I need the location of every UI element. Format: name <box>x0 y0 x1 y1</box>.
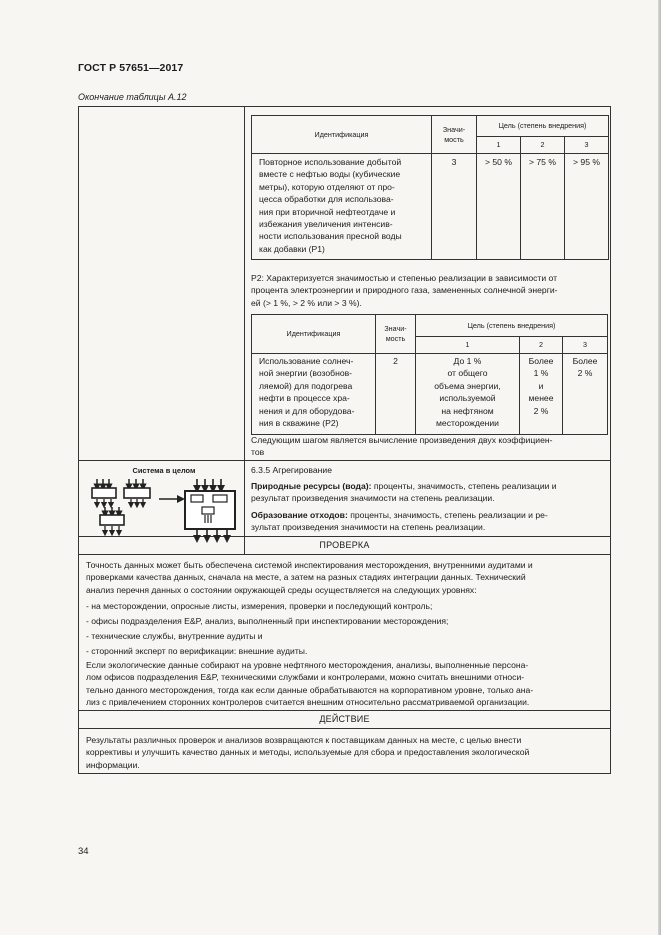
text-line: проверками качества данных, сначала на месте, а затем на разных стадиях интеграции данных. Технический <box>86 572 526 583</box>
page-number: 34 <box>78 846 89 857</box>
next-step-paragraph <box>251 434 607 459</box>
check-title: ПРОВЕРКА <box>319 540 370 550</box>
col-significance <box>432 116 477 154</box>
system-diagram <box>81 477 241 547</box>
text-line: месторождении <box>436 418 499 429</box>
target-value: > 75 % <box>521 154 565 260</box>
document-header: ГОСТ Р 57651—2017 <box>78 62 184 74</box>
text-line: цесса обработки для использова- <box>259 194 394 205</box>
target-value: > 50 % <box>477 154 521 260</box>
level-1: 1 <box>416 337 520 354</box>
waste-label: Образование отходов: <box>251 510 348 520</box>
text-line: ния в скважине (Р2) <box>259 418 339 429</box>
text-line: ной энергии (возобнов- <box>259 368 353 379</box>
text-line: тельно данного месторождения, тогда как если данные обрабатываются на корпоративном уровне, только ана- <box>86 684 534 695</box>
text-line: ния при вторичной нефтеотдаче и <box>259 206 396 217</box>
row-divider <box>79 554 610 555</box>
aggregation-heading: 6.3.5 Агрегирование <box>251 465 332 475</box>
text-line: результат произведения значимости на степень реализации. <box>251 493 495 504</box>
subsystem-box <box>124 479 150 505</box>
text-line: нефти в процессе хра- <box>259 393 350 404</box>
text-line: объема энергии, <box>434 380 501 391</box>
text-line: Точность данных может быть обеспечена системой инспектирования месторождения, внутренними аудитами и <box>86 560 533 570</box>
text-line: До 1 % <box>453 356 482 366</box>
level-3: 3 <box>563 337 608 354</box>
col-significance <box>376 315 416 354</box>
text-line: процента электроэнергии и природного газа, замененных солнечной энерги- <box>251 285 558 296</box>
text-line: тов <box>251 447 265 458</box>
list-item: - на месторождении, опросные листы, измерения, проверки и последующий контроль; <box>86 601 433 611</box>
target-value-2 <box>520 354 563 435</box>
significance-value: 3 <box>432 154 477 260</box>
text-line: Более <box>528 356 554 366</box>
text-line: 2 % <box>533 405 549 416</box>
text-line: ляемой) для подогрева <box>259 380 353 391</box>
level-3: 3 <box>565 137 609 154</box>
text-line: ей (> 1 %, > 2 % или > 3 %). <box>251 297 362 308</box>
text-line: анализ перечня данных о состоянии окружающей среды осуществляется на следующих уровнях: <box>86 584 477 595</box>
significance-line-1: Значи- <box>384 324 407 333</box>
check-intro <box>86 559 604 596</box>
indicator-table-p2 <box>251 314 608 435</box>
row-identification-p1 <box>252 154 432 260</box>
text-line: зультат произведения значимости на степень реализации. <box>251 522 486 533</box>
text-line: Повторное использование добытой <box>259 157 402 167</box>
list-item: - технические службы, внутренние аудиты и <box>86 631 263 641</box>
target-value-1 <box>416 354 520 435</box>
action-title: ДЕЙСТВИЕ <box>319 714 370 724</box>
significance-line-2: мость <box>444 134 464 144</box>
text-line: Следующим шагом является вычисление произведения двух коэффициен- <box>251 435 553 445</box>
diagram-title: Система в целом <box>132 466 196 475</box>
text-line: Использование солнеч- <box>259 356 354 366</box>
text-line: ности использования пресной воды <box>259 231 402 242</box>
text-line: Р2: Характеризуется значимостью и степенью реализации в зависимости от <box>251 273 558 283</box>
level-2: 2 <box>520 337 563 354</box>
subsystem-box <box>100 507 124 533</box>
text-line: вместе с нефтью воды (кубические <box>259 169 401 180</box>
row-divider <box>79 460 610 461</box>
natural-resources-text: проценты, значимость, степень реализации и <box>373 481 557 491</box>
row-identification-p2 <box>252 354 376 435</box>
text-line <box>251 509 607 521</box>
row-divider <box>79 728 610 729</box>
col-target: Цель (степень внедрения) <box>416 315 608 337</box>
list-item: - офисы подразделения E&P, анализ, выполненный при инспектировании месторождения; <box>86 616 449 626</box>
col-target: Цель (степень внедрения) <box>477 116 609 137</box>
text-line: как добавки (Р1) <box>259 243 325 254</box>
text-line: нения и для оборудова- <box>259 405 355 416</box>
waste-text: проценты, значимость, степень реализации и ре- <box>350 510 548 520</box>
level-1: 1 <box>477 137 521 154</box>
significance-line-1: Значи- <box>442 124 466 134</box>
text-line: Результаты различных проверок и анализов возвращаются к поставщикам данных на месте, с целью внести <box>86 735 522 745</box>
text-line: лиз с привлечением сторонних контролеров считается внешним относительно рассматриваемой организации. <box>86 697 530 708</box>
natural-resources-label: Природные ресурсы (вода): <box>251 481 372 491</box>
text-line: на нефтяном <box>441 405 494 416</box>
text-line: используемой <box>439 393 496 404</box>
text-line: 1 % <box>533 368 549 379</box>
waste-paragraph <box>251 509 607 534</box>
target-value-3 <box>563 354 608 435</box>
natural-resources-paragraph <box>251 480 607 505</box>
text-line: 2 % <box>577 368 593 379</box>
col-identification: Идентификация <box>252 116 432 154</box>
text-line: от общего <box>447 368 488 379</box>
text-line: лом офисов подразделения E&P, техническими службами и контролерами, можно считать внешними относи- <box>86 672 525 683</box>
main-table <box>78 106 611 774</box>
table-caption: Окончание таблицы А.12 <box>78 92 187 102</box>
significance-value: 2 <box>376 354 416 435</box>
text-line: Более <box>572 356 598 366</box>
col-identification: Идентификация <box>252 315 376 354</box>
list-item: - сторонний эксперт по верификации: внешние аудиты. <box>86 646 308 656</box>
check-outro <box>86 659 604 709</box>
significance-line-2: мость <box>385 334 406 343</box>
row-divider <box>79 710 610 711</box>
p2-paragraph <box>251 272 607 309</box>
target-value: > 95 % <box>565 154 609 260</box>
indicator-table-p1 <box>251 115 609 260</box>
text-line: коррективы и улучшить качество данных и методы, используемые для сбора и предоставления экологической <box>86 747 530 758</box>
text-line <box>251 480 607 492</box>
level-2: 2 <box>521 137 565 154</box>
text-line: избежания увеличения интенсив- <box>259 219 393 230</box>
text-line: Если экологические данные собирают на уровне нефтяного месторождения, анализы, выполненные персона- <box>86 660 529 670</box>
whole-system-box <box>185 479 235 539</box>
action-paragraph <box>86 734 604 771</box>
text-line: метры), которую отделяют от про- <box>259 181 395 192</box>
text-line: информации. <box>86 759 140 770</box>
text-line: и <box>538 380 544 391</box>
subsystem-box <box>92 479 116 505</box>
column-divider <box>244 107 245 554</box>
text-line: менее <box>528 393 554 404</box>
